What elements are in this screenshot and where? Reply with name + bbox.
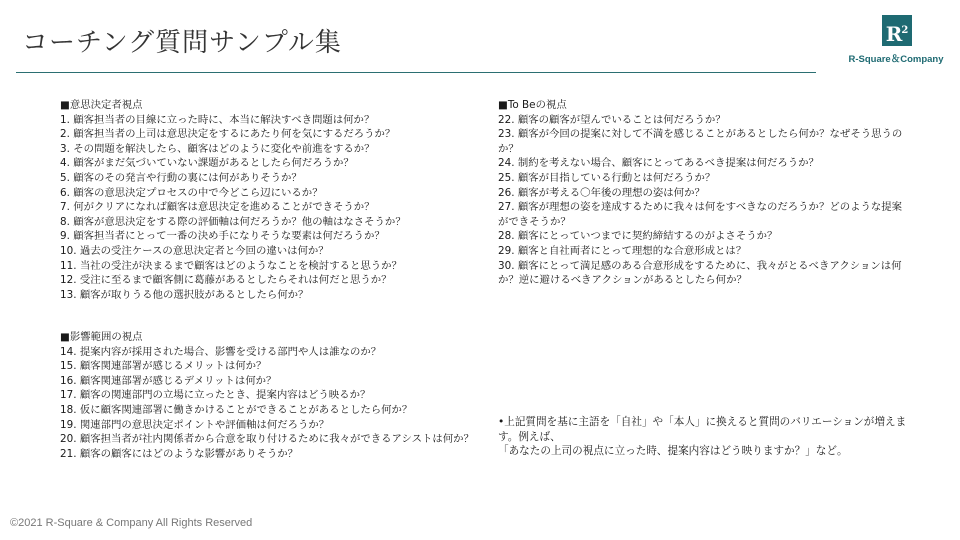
list-item: 8. 顧客が意思決定をする際の評価軸は何だろうか？他の軸はなさそうか？: [60, 215, 406, 228]
list-item: 16. 顧客関連部署が感じるデメリットは何か？: [60, 374, 277, 387]
list-item: 29. 顧客と自社両者にとって理想的な合意形成とは？: [498, 244, 747, 257]
list-item: 30. 顧客にとって満足感のある合意形成をするために、我々がとるべきアクションは何か？逆に避けるべきアクションがあるとしたら何か？: [498, 259, 902, 287]
list-item: 4. 顧客がまだ気づいていない課題があるとしたら何だろうか？: [60, 157, 354, 170]
list-item: 17. 顧客の関連部門の立場に立ったとき、提案内容はどう映るか？: [60, 389, 371, 402]
list-item: 20. 顧客担当者が社内関係者から合意を取り付けるために我々ができるアシストは何か？: [60, 433, 474, 446]
copyright-footer: ©2021 R-Square & Company All Rights Reserved: [10, 517, 253, 529]
section-to-be: [498, 98, 908, 288]
list-item: 10. 過去の受注ケースの意思決定者と今回の違いは何か？: [60, 244, 329, 257]
list-item: 21. 顧客の顧客にはどのような影響がありそうか？: [60, 447, 299, 460]
note-text: •上記質問を基に主語を「自社」や「本人」に換えると質問のバリエーションが増えます。例えば、: [498, 416, 907, 443]
list-item: 3. その問題を解決したら、顧客はどのように変化や前進をするか？: [60, 142, 375, 155]
logo-text: R-Square＆Company: [848, 54, 944, 65]
list-item: 11. 当社の受注が決まるまで顧客はどのようなことを検討すると思うか？: [60, 259, 402, 272]
list-item: 5. 顧客のその発言や行動の裏には何がありそうか？: [60, 171, 302, 184]
section-impact-scope: [60, 330, 480, 461]
list-item: 7. 何がクリアになれば顧客は意思決定を進めることができそうか？: [60, 201, 375, 214]
logo-mark-icon: $R^2$: [882, 15, 912, 46]
list-item: 28. 顧客にとっていつまでに契約締結するのがよさそうか？: [498, 230, 778, 243]
slide-title: コーチング質問サンプル集: [22, 28, 342, 58]
list-item: 19. 関連部門の意思決定ポイントや評価軸は何だろうか？: [60, 418, 330, 431]
section-heading: ■To Beの視点: [498, 99, 567, 111]
list-item: 14. 提案内容が採用された場合、影響を受ける部門や人は誰なのか？: [60, 345, 382, 358]
list-item: 26. 顧客が考える〇年後の理想の姿は何か？: [498, 186, 705, 199]
list-item: 2. 顧客担当者の上司は意思決定をするにあたり何を気にするだろうか？: [60, 128, 396, 141]
title-divider: [16, 72, 816, 73]
list-item: 13. 顧客が取りうる他の選択肢があるとしたら何か？: [60, 288, 309, 301]
list-item: 1. 顧客担当者の目線に立った時に、本当に解決すべき問題は何か？: [60, 113, 375, 126]
note-block: [498, 415, 910, 459]
list-item: 25. 顧客が目指している行動とは何だろうか？: [498, 171, 716, 184]
list-item: 15. 顧客関連部署が感じるメリットは何か？: [60, 360, 267, 373]
list-item: 12. 受注に至るまで顧客側に葛藤があるとしたらそれは何だと思うか？: [60, 274, 392, 287]
list-item: 27. 顧客が理想の姿を達成するために我々は何をすべきなのだろうか？どのような提案ができそうか？: [498, 201, 903, 228]
note-example: 「あなたの上司の視点に立った時、提案内容はどう映りますか？」など。: [498, 445, 848, 458]
list-item: 22. 顧客の顧客が望んでいることは何だろうか？: [498, 113, 726, 126]
list-item: 9. 顧客担当者にとって一番の決め手になりそうな要素は何だろうか？: [60, 230, 385, 243]
section-decision-maker: [60, 98, 480, 302]
company-logo: [846, 15, 946, 67]
list-item: 23. 顧客が今回の提案に対して不満を感じることがあるとしたら何か？なぜそう思うのか？: [498, 128, 903, 155]
section-heading: ■意思決定者視点: [60, 99, 143, 111]
list-item: 18. 仮に顧客関連部署に働きかけることができることがあるとしたら何か？: [60, 403, 413, 416]
list-item: 24. 制約を考えない場合、顧客にとってあるべき提案は何だろうか？: [498, 157, 819, 170]
section-heading: ■影響範囲の視点: [60, 331, 143, 343]
list-item: 6. 顧客の意思決定プロセスの中で今どこら辺にいるか？: [60, 186, 323, 199]
